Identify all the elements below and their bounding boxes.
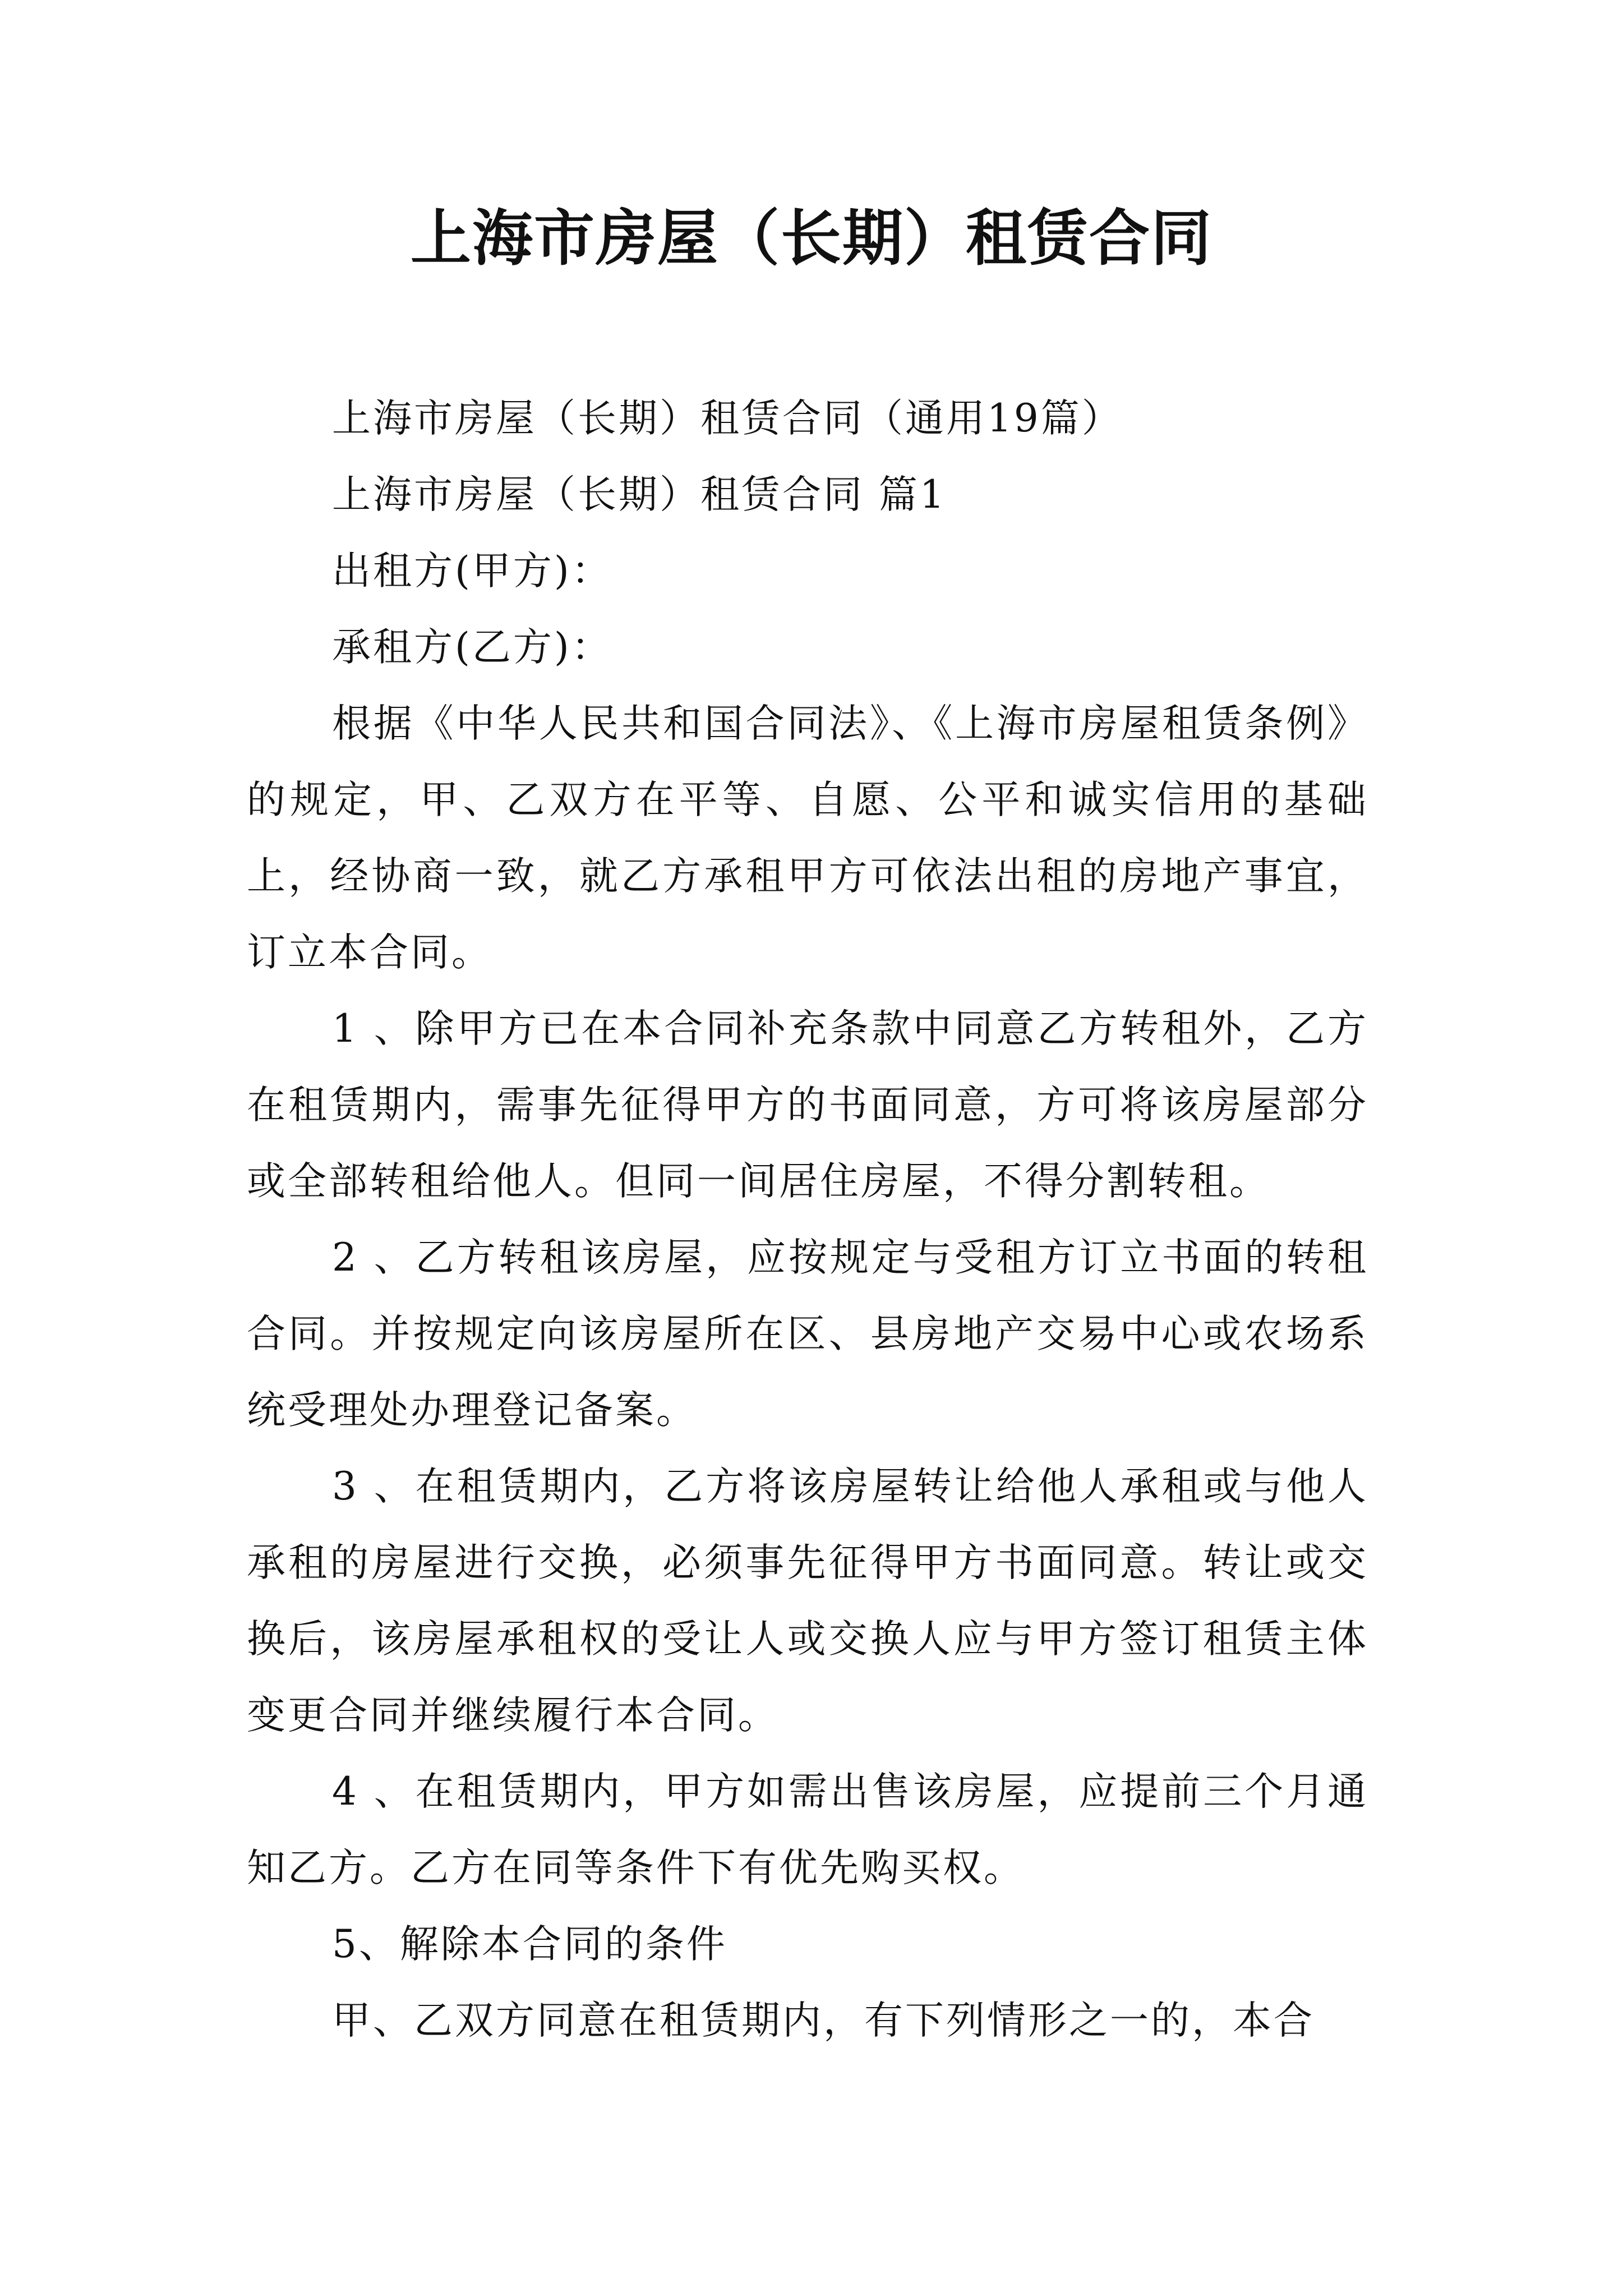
paragraph-clause-1: 1 、除甲方已在本合同补充条款中同意乙方转租外，乙方在租赁期内，需事先征得甲方的书面同意，方可将该房屋部分或全部转租给他人。但同一间居住房屋，不得分割转租。 <box>247 1006 1368 1204</box>
paragraph-collection-title: 上海市房屋（长期）租赁合同（通用19篇） <box>332 396 1123 441</box>
paragraph-clause-5-heading: 5、解除本合同的条件 <box>332 1922 727 1967</box>
paragraph-lessee: 承租方(乙方)： <box>332 625 612 670</box>
paragraph-chapter-heading: 上海市房屋（长期）租赁合同 篇1 <box>332 472 947 517</box>
paragraph-preamble: 根据《中华人民共和国合同法》、《上海市房屋租赁条例》的规定，甲、乙双方在平等、自愿、公平和诚实信用的基础上，经协商一致，就乙方承租甲方可依法出租的房地产事宜，订立本合同。 <box>247 701 1368 975</box>
paragraph-clause-2: 2 、乙方转租该房屋，应按规定与受租方订立书面的转租合同。并按规定向该房屋所在区、县房地产交易中心或农场系统受理处办理登记备案。 <box>247 1235 1368 1433</box>
paragraph-lessor: 出租方(甲方)： <box>332 549 612 593</box>
paragraph-clause-5-text: 甲、乙双方同意在租赁期内，有下列情形之一的，本合 <box>332 1998 1315 2043</box>
document-title: 上海市房屋（长期）租赁合同 <box>410 203 1212 274</box>
paragraph-clause-3: 3 、在租赁期内，乙方将该房屋转让给他人承租或与他人承租的房屋进行交换，必须事先征得甲方书面同意。转让或交换后，该房屋承租权的受让人或交换人应与甲方签订租赁主体变更合同并继续履行本合同。 <box>247 1464 1368 1738</box>
paragraph-clause-4: 4 、在租赁期内，甲方如需出售该房屋，应提前三个月通知乙方。乙方在同等条件下有优先购买权。 <box>247 1769 1368 1890</box>
document-body <box>247 380 1368 2059</box>
